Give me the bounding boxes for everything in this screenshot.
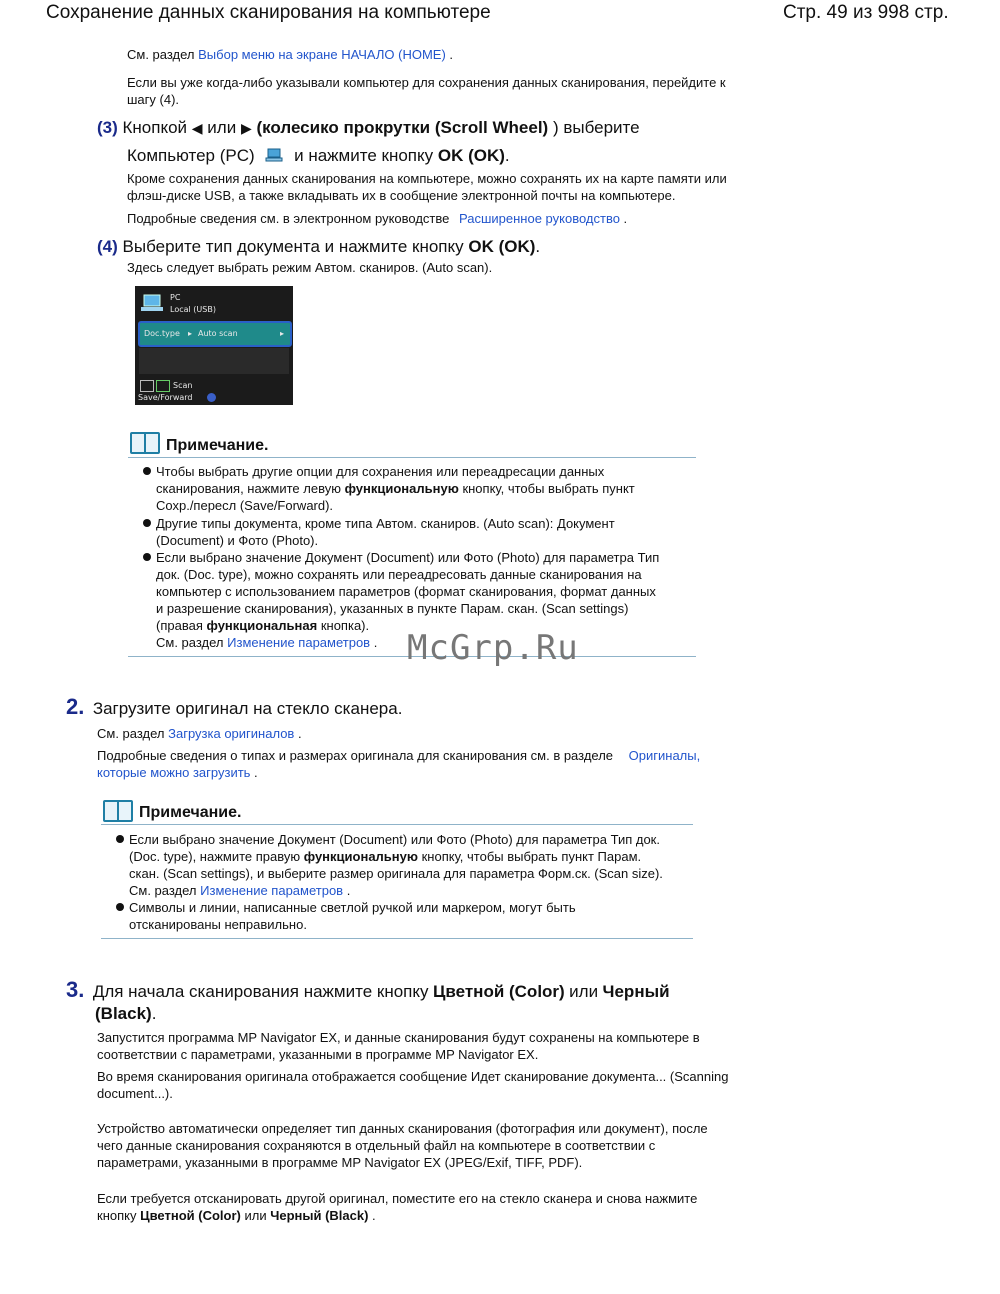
left-arrow-icon: ◀ <box>191 120 203 136</box>
step-3-para-4: Если требуется отсканировать другой оригинал, поместите его на стекло сканера и снова нажмите кнопку Цветной (Color) или Черный (Black) . <box>97 1191 698 1223</box>
pc-icon <box>140 294 164 312</box>
step-3-heading: 3. Для начала сканирования нажмите кнопку Цветной (Color) или Черный <box>66 977 670 1002</box>
bullet-icon <box>116 903 124 911</box>
lcd-local-label: Local (USB) <box>170 305 216 314</box>
lcd-doctype-row: Doc.type ▸ Auto scan ▸ <box>138 321 292 347</box>
note-1-bullet-2: Другие типы документа, кроме типа Автом. сканиров. (Auto scan): Документ (Document) и Фото (Photo). <box>156 516 615 548</box>
substep-3-line2: Компьютер (PC) и нажмите кнопку OK (OK). <box>127 146 510 165</box>
step-2-see: См. раздел Загрузка оригиналов . <box>97 726 302 741</box>
lcd-scan-label: Scan <box>173 381 193 390</box>
substep-4-desc: Здесь следует выбрать режим Автом. сканиров. (Auto scan). <box>127 260 493 275</box>
link-loading-originals[interactable]: Загрузка оригиналов <box>168 726 295 741</box>
substep-3-more: Подробные сведения см. в электронном руководстве Расширенное руководство . <box>127 211 628 226</box>
bullet-icon <box>116 835 124 843</box>
substep-3-line1: (3) Кнопкой ◀ или ▶ (колесико прокрутки (Scroll Wheel) ) выберите <box>97 118 640 137</box>
link-home-menu[interactable]: Выбор меню на экране НАЧАЛО (HOME) <box>198 47 446 62</box>
link-change-params[interactable]: Изменение параметров <box>227 635 371 650</box>
note-2-top-divider <box>101 824 693 825</box>
substep-3-desc: Кроме сохранения данных сканирования на компьютере, можно сохранять их на карте памяти или флэш-диске USB, а также вкладывать их в сообщение электронной почты на компьютере. <box>127 171 727 203</box>
link-originals-1[interactable]: Оригиналы, <box>628 748 701 763</box>
note-book-icon <box>103 800 133 822</box>
step-2-more: Подробные сведения о типах и размерах оригинала для сканирования см. в разделе Оригиналы, которые можно загрузить . <box>97 748 701 780</box>
if-paragraph: Если вы уже когда-либо указывали компьютер для сохранения данных сканирования, перейдите к шагу (4). <box>127 75 726 107</box>
note-1-top-divider <box>128 457 696 458</box>
note-1-bullet-1: Чтобы выбрать другие опции для сохранения или переадресации данных сканирования, нажмите левую функциональную кнопку, чтобы выбрать пункт Сохр./пересл (Save/Forward). <box>156 464 635 513</box>
lcd-button-icon <box>140 380 154 392</box>
watermark: McGrp.Ru <box>407 628 579 668</box>
pc-icon <box>265 147 283 161</box>
note-2-bullet-2: Символы и линии, написанные светлой ручкой или маркером, могут быть отсканированы неправильно. <box>129 900 576 932</box>
bullet-icon <box>143 553 151 561</box>
note-1-bullet-3: Если выбрано значение Документ (Document) или Фото (Photo) для параметра Тип док. (Doc. type), можно сохранять или переадресовать данные сканирования на компьютер с использованием параметров (формат сканирования, формат данных и разрешение сканирования), указанных в пункте Парам. скан. (Scan settings) (правая функциональная кнопка). См. раздел Изменение параметров . <box>156 550 660 650</box>
link-originals-2[interactable]: которые можно загрузить <box>97 765 251 780</box>
document-title: Сохранение данных сканирования на компьютере <box>46 2 491 23</box>
bullet-icon <box>143 467 151 475</box>
step-3-heading-line2: (Black). <box>95 1004 157 1023</box>
note-2-title: Примечание. <box>139 804 242 821</box>
link-advanced-guide[interactable]: Расширенное руководство <box>459 211 620 226</box>
link-change-params[interactable]: Изменение параметров <box>200 883 344 898</box>
step-3-para-1: Запустится программа MP Navigator EX, и данные сканирования будут сохранены на компьютере в соответствии с параметрами, указанными в программе MP Navigator EX. <box>97 1030 700 1062</box>
note-book-icon <box>130 432 160 454</box>
step-3-para-2: Во время сканирования оригинала отображается сообщение Идет сканирование документа... (Scanning document...). <box>97 1069 729 1101</box>
lcd-screen-image <box>135 286 293 405</box>
step-2-heading: 2. Загрузите оригинал на стекло сканера. <box>66 694 403 719</box>
note-2-bottom-divider <box>101 938 693 939</box>
page-counter: Стр. 49 из 998 стр. <box>783 2 949 23</box>
see-section-line: См. раздел Выбор меню на экране НАЧАЛО (HOME) . <box>127 47 454 62</box>
note-2-bullet-1: Если выбрано значение Документ (Document) или Фото (Photo) для параметра Тип док. (Doc. type), нажмите правую функциональную кнопку, чтобы выбрать пункт Парам. скан. (Scan settings), и выберите размер оригинала для параметра Форм.ск. (Scan size). См. раздел Изменение параметров . <box>129 832 663 898</box>
lcd-pc-label: PC <box>170 293 181 302</box>
note-1-title: Примечание. <box>166 437 269 454</box>
step-3-para-3: Устройство автоматически определяет тип данных сканирования (фотография или документ), после чего данные сканирования сохраняются в отдельный файл на компьютере в соответствии с параметрами, указанными в программе MP Navigator EX (JPEG/Exif, TIFF, PDF). <box>97 1121 708 1170</box>
right-arrow-icon: ▶ <box>240 120 252 136</box>
lcd-saveforward-label: Save/Forward <box>138 393 193 402</box>
lcd-scan-icon <box>156 380 170 392</box>
substep-4-title: (4) Выберите тип документа и нажмите кнопку OK (OK). <box>97 237 541 256</box>
info-icon <box>207 393 216 402</box>
bullet-icon <box>143 519 151 527</box>
lcd-empty-row <box>139 348 289 374</box>
